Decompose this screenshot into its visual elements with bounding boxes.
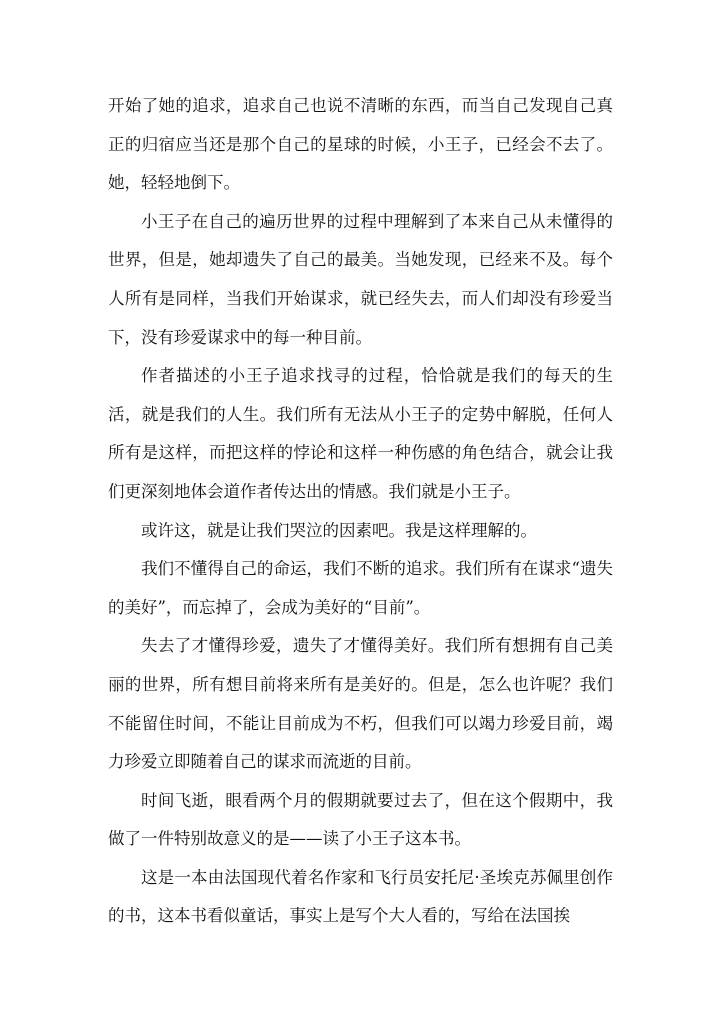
paragraph: 失去了才懂得珍爱，遗失了才懂得美好。我们所有想拥有自己美丽的世界，所有想目前将来所有是美好的。但是，怎么也许呢？我们不能留住时间，不能让目前成为不朽，但我们可以竭力珍爱目前，竭力珍爱立即随着自己的谋求而流逝的目前。 <box>108 636 613 772</box>
paragraph: 或许这，就是让我们哭泣的因素吧。我是这样理解的。 <box>141 520 537 540</box>
paragraph: 作者描述的小王子追求找寻的过程，恰恰就是我们的每天的生活，就是我们的人生。我们所有无法从小王子的定势中解脱，任何人所有是这样，而把这样的悖论和这样一种伤感的角色结合，就会让我们更深刻地体会道作者传达出的情感。我们就是小王子。 <box>108 366 613 501</box>
paragraph: 这是一本由法国现代着名作家和飞行员安托尼·圣埃克苏佩里创作的书，这本书看似童话，事实上是写个大人看的，写给在法国挨 <box>108 867 613 926</box>
paragraph: 时间飞逝，眼看两个月的假期就要过去了，但在这个假期中，我做了一件特别故意义的是——读了小王子这本书。 <box>108 790 613 849</box>
paragraph: 我们不懂得自己的命运，我们不断的追求。我们所有在谋求“遗失的美好”，而忘掉了，会成为美好的“目前”。 <box>108 559 613 617</box>
document-page <box>108 87 613 936</box>
paragraph-continuation: 开始了她的追求，追求自己也说不清晰的东西，而当自己发现自己真正的归宿应当还是那个自己的星球的时候，小王子，已经会不去了。她，轻轻地倒下。 <box>108 96 613 193</box>
paragraph: 小王子在自己的遍历世界的过程中理解到了本来自己从未懂得的世界，但是，她却遗失了自己的最美。当她发现，已经来不及。每个人所有是同样，当我们开始谋求，就已经失去，而人们却没有珍爱当下，没有珍爱谋求中的每一种目前。 <box>108 211 613 347</box>
